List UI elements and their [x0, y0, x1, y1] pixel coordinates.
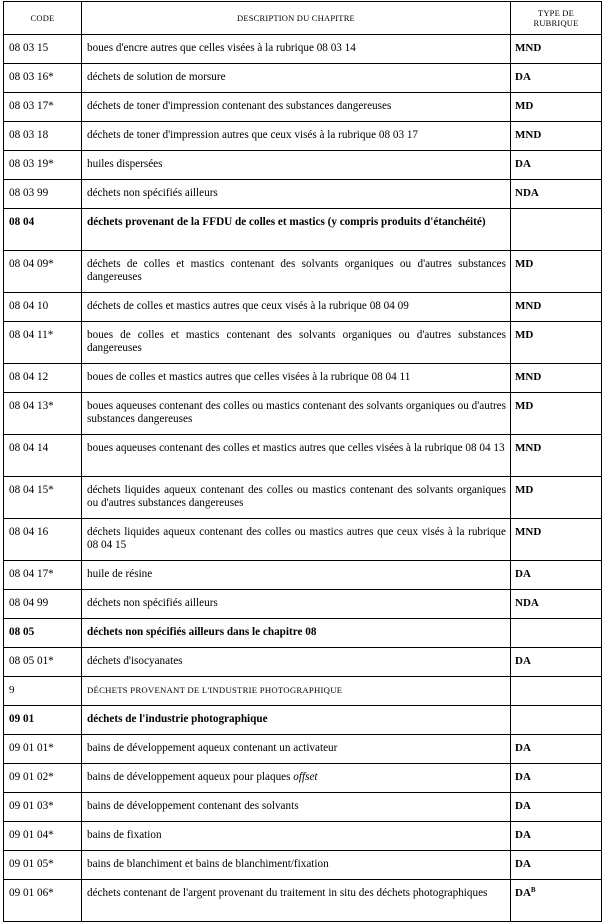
code-cell: 09 01 06*	[4, 880, 82, 922]
description-cell: bains de blanchiment et bains de blanchiment/fixation	[82, 851, 511, 880]
description-cell: déchets contenant de l'argent provenant du traitement in situ des déchets photographiques	[82, 880, 511, 922]
description-cell: bains de fixation	[82, 822, 511, 851]
code-cell: 09 01 01*	[4, 735, 82, 764]
type-cell: DA	[511, 851, 602, 880]
code-cell: 08 04 16	[4, 519, 82, 561]
table-row	[4, 477, 602, 519]
type-cell: MND	[511, 122, 602, 151]
code-cell: 09 01 05*	[4, 851, 82, 880]
table-row	[4, 793, 602, 822]
type-cell: MND	[511, 435, 602, 477]
description-cell: déchets de toner d'impression autres que ceux visés à la rubrique 08 03 17	[82, 122, 511, 151]
header-description: DESCRIPTION DU CHAPITRE	[82, 2, 511, 35]
description-cell: déchets de solution de morsure	[82, 64, 511, 93]
waste-code-table	[3, 1, 602, 922]
section-row	[4, 619, 602, 648]
table-row	[4, 180, 602, 209]
table-row	[4, 322, 602, 364]
type-cell: DA	[511, 64, 602, 93]
table-row	[4, 93, 602, 122]
header-type	[511, 2, 602, 35]
code-cell: 08 04	[4, 209, 82, 251]
type-cell	[511, 209, 602, 251]
type-cell: MND	[511, 35, 602, 64]
table-row	[4, 251, 602, 293]
code-cell: 9	[4, 677, 82, 706]
description-cell: huile de résine	[82, 561, 511, 590]
code-cell: 08 04 17*	[4, 561, 82, 590]
type-cell	[511, 706, 602, 735]
code-cell: 08 03 16*	[4, 64, 82, 93]
type-cell: DA	[511, 648, 602, 677]
code-cell: 08 03 17*	[4, 93, 82, 122]
chapter-row	[4, 677, 602, 706]
description-cell: déchets non spécifiés ailleurs	[82, 180, 511, 209]
code-cell: 08 04 13*	[4, 393, 82, 435]
type-text: DA	[515, 887, 531, 899]
header-type-line2: RUBRIQUE	[533, 18, 579, 28]
description-cell: huiles dispersées	[82, 151, 511, 180]
footnote-marker: B	[530, 886, 536, 894]
type-cell: DA	[511, 764, 602, 793]
description-text: bains de développement aqueux pour plaques	[87, 771, 294, 783]
description-cell: déchets non spécifiés ailleurs dans le chapitre 08	[82, 619, 511, 648]
table-row	[4, 764, 602, 793]
description-cell: déchets de toner d'impression contenant des substances dangereuses	[82, 93, 511, 122]
type-cell: MD	[511, 322, 602, 364]
code-cell: 08 05	[4, 619, 82, 648]
code-cell: 08 03 15	[4, 35, 82, 64]
code-cell: 08 04 10	[4, 293, 82, 322]
description-cell: bains de développement contenant des solvants	[82, 793, 511, 822]
description-cell: boues de colles et mastics contenant des solvants organiques ou d'autres substances dangereuses	[82, 322, 511, 364]
table-row	[4, 822, 602, 851]
description-cell: déchets de colles et mastics autres que ceux visés à la rubrique 08 04 09	[82, 293, 511, 322]
type-cell: NDA	[511, 180, 602, 209]
header-type-line1: TYPE DE	[537, 8, 575, 18]
description-cell	[82, 764, 511, 793]
table-row	[4, 880, 602, 922]
description-cell: boues aqueuses contenant des colles ou mastics contenant des solvants organiques ou d'autres substances dangereuses	[82, 393, 511, 435]
table-row	[4, 35, 602, 64]
type-cell	[511, 677, 602, 706]
type-cell: MD	[511, 93, 602, 122]
type-cell: DA	[511, 822, 602, 851]
description-italic: offset	[293, 771, 318, 783]
description-cell: déchets liquides aqueux contenant des colles ou mastics contenant des solvants organiques ou d'autres substances dangereuses	[82, 477, 511, 519]
type-cell: MND	[511, 364, 602, 393]
code-cell: 08 04 09*	[4, 251, 82, 293]
description-cell: déchets non spécifiés ailleurs	[82, 590, 511, 619]
table-row	[4, 561, 602, 590]
description-cell: boues d'encre autres que celles visées à la rubrique 08 03 14	[82, 35, 511, 64]
code-cell: 08 04 12	[4, 364, 82, 393]
code-cell: 09 01 03*	[4, 793, 82, 822]
code-cell: 09 01	[4, 706, 82, 735]
type-cell: DA	[511, 793, 602, 822]
table-row	[4, 590, 602, 619]
table-row	[4, 393, 602, 435]
code-cell: 08 04 99	[4, 590, 82, 619]
description-cell: DÉCHETS PROVENANT DE L'INDUSTRIE PHOTOGRAPHIQUE	[82, 677, 511, 706]
type-cell	[511, 619, 602, 648]
type-cell: MD	[511, 393, 602, 435]
code-cell: 09 01 04*	[4, 822, 82, 851]
table-row	[4, 851, 602, 880]
type-cell: DA	[511, 735, 602, 764]
table-row	[4, 64, 602, 93]
table-row	[4, 364, 602, 393]
type-cell: NDA	[511, 590, 602, 619]
table-row	[4, 293, 602, 322]
section-row	[4, 706, 602, 735]
waste-code-table-page	[3, 1, 601, 922]
table-row	[4, 151, 602, 180]
header-code: CODE	[4, 2, 82, 35]
table-header-row	[4, 2, 602, 35]
table-row	[4, 435, 602, 477]
description-cell: bains de développement aqueux contenant un activateur	[82, 735, 511, 764]
table-row	[4, 519, 602, 561]
description-cell: déchets de colles et mastics contenant des solvants organiques ou d'autres substances dangereuses	[82, 251, 511, 293]
code-cell: 08 04 14	[4, 435, 82, 477]
code-cell: 09 01 02*	[4, 764, 82, 793]
description-cell: boues de colles et mastics autres que celles visées à la rubrique 08 04 11	[82, 364, 511, 393]
type-cell: MD	[511, 477, 602, 519]
type-cell: DA	[511, 151, 602, 180]
code-cell: 08 03 18	[4, 122, 82, 151]
description-cell: déchets liquides aqueux contenant des colles ou mastics autres que ceux visés à la rubrique 08 04 15	[82, 519, 511, 561]
table-row	[4, 648, 602, 677]
type-cell: DA	[511, 561, 602, 590]
type-cell	[511, 880, 602, 922]
description-cell: déchets provenant de la FFDU de colles et mastics (y compris produits d'étanchéité)	[82, 209, 511, 251]
type-cell: MND	[511, 293, 602, 322]
section-row	[4, 209, 602, 251]
table-row	[4, 735, 602, 764]
code-cell: 08 05 01*	[4, 648, 82, 677]
table-row	[4, 122, 602, 151]
type-cell: MND	[511, 519, 602, 561]
type-cell: MD	[511, 251, 602, 293]
code-cell: 08 04 11*	[4, 322, 82, 364]
code-cell: 08 03 99	[4, 180, 82, 209]
code-cell: 08 03 19*	[4, 151, 82, 180]
code-cell: 08 04 15*	[4, 477, 82, 519]
description-cell: déchets d'isocyanates	[82, 648, 511, 677]
description-cell: boues aqueuses contenant des colles et mastics autres que celles visées à la rubrique 08 04 13	[82, 435, 511, 477]
description-cell: déchets de l'industrie photographique	[82, 706, 511, 735]
